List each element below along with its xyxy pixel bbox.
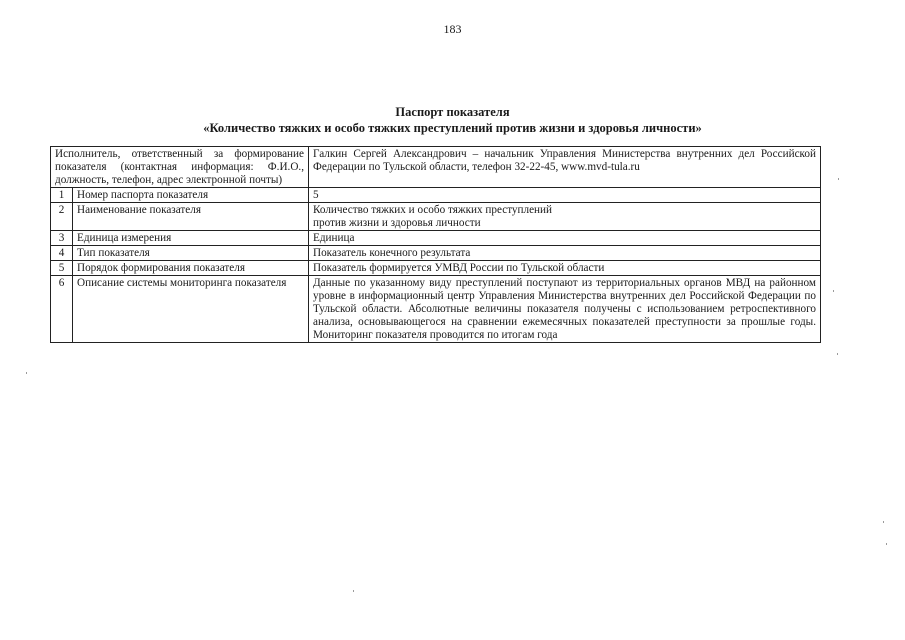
table-row xyxy=(51,188,821,203)
executor-label: Исполнитель, ответственный за формирование показателя (контактная информация: Ф.И.О., должность, телефон, адрес электронной почты) xyxy=(51,147,309,188)
scan-speck xyxy=(26,372,27,374)
row-number: 2 xyxy=(51,203,73,231)
table-row xyxy=(51,246,821,261)
row-value-line-2: против жизни и здоровья личности xyxy=(313,217,481,229)
row-label: Описание системы мониторинга показателя xyxy=(73,276,309,343)
table-row-executor xyxy=(51,147,821,188)
row-label: Тип показателя xyxy=(73,246,309,261)
scan-speck xyxy=(883,521,884,523)
table-row xyxy=(51,231,821,246)
row-value: Данные по указанному виду преступлений поступают из территориальных органов МВД на районном уровне в информационный центр Управления Министерства внутренних дел Российской Федерации по Тульской области. Абсолютные величины показателя получены с использованием ретроспективного анализа, основывающегося на сравнении ежемесячных показателей преступности за прошлые годы. Мониторинг показателя проводится по итогам года xyxy=(309,276,821,343)
row-number: 1 xyxy=(51,188,73,203)
row-value-line-1: Количество тяжких и особо тяжких преступлений xyxy=(313,204,553,216)
table-row xyxy=(51,276,821,343)
row-value: Показатель конечного результата xyxy=(309,246,821,261)
title-line-1: Паспорт показателя xyxy=(395,105,510,119)
scan-speck xyxy=(837,353,838,355)
row-value: Показатель формируется УМВД России по Тульской области xyxy=(309,261,821,276)
table-row xyxy=(51,261,821,276)
scan-speck xyxy=(833,290,834,292)
row-value: Единица xyxy=(309,231,821,246)
row-label: Единица измерения xyxy=(73,231,309,246)
document-title xyxy=(0,104,905,136)
scan-speck xyxy=(353,590,354,592)
row-value xyxy=(309,203,821,231)
row-number: 5 xyxy=(51,261,73,276)
row-value: 5 xyxy=(309,188,821,203)
executor-value: Галкин Сергей Александрович – начальник Управления Министерства внутренних дел Российской Федерации по Тульской области, телефон 32-22-45, www.mvd-tula.ru xyxy=(309,147,821,188)
row-number: 6 xyxy=(51,276,73,343)
row-label: Наименование показателя xyxy=(73,203,309,231)
page-number: 183 xyxy=(443,22,462,36)
table-row xyxy=(51,203,821,231)
title-line-2: «Количество тяжких и особо тяжких преступлений против жизни и здоровья личности» xyxy=(203,121,702,135)
indicator-passport-table xyxy=(50,146,821,343)
row-label: Порядок формирования показателя xyxy=(73,261,309,276)
row-number: 4 xyxy=(51,246,73,261)
row-label: Номер паспорта показателя xyxy=(73,188,309,203)
scan-speck xyxy=(838,178,839,180)
row-number: 3 xyxy=(51,231,73,246)
scan-speck xyxy=(886,543,887,545)
